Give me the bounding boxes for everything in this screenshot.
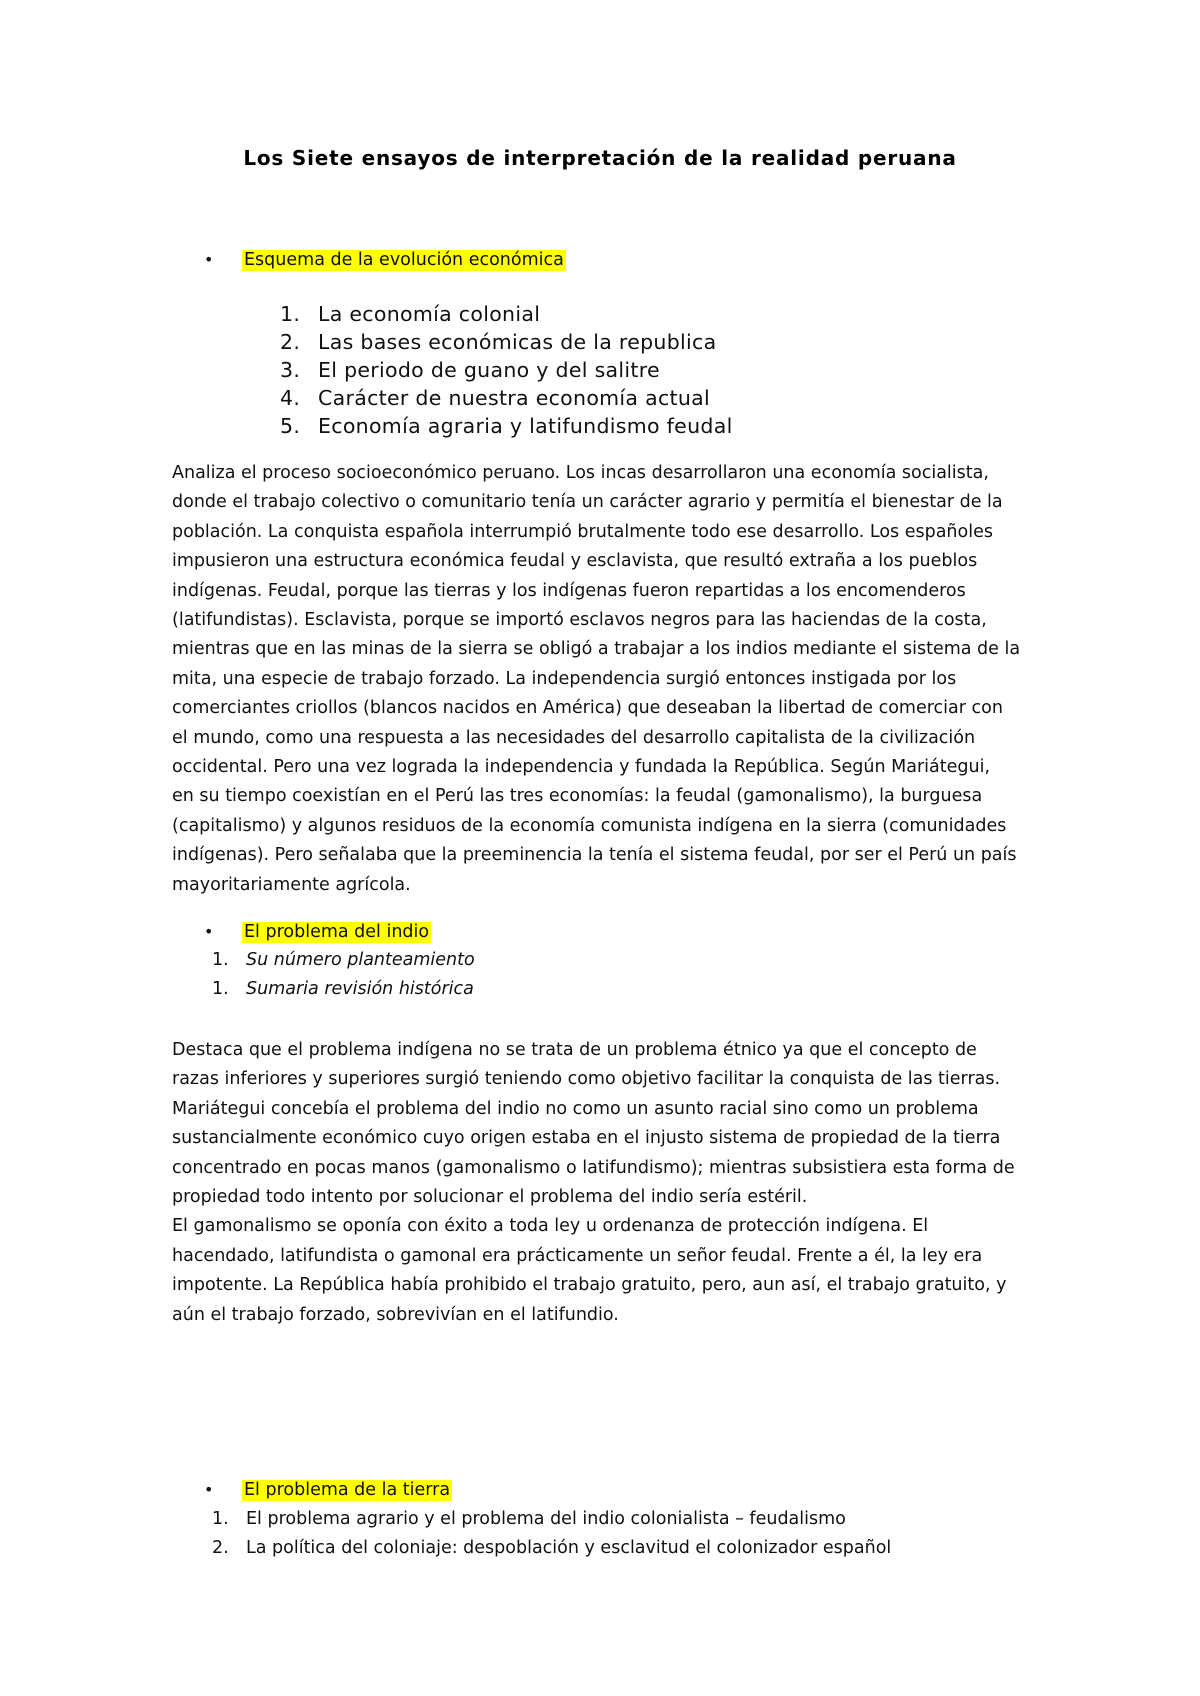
document-title: Los Siete ensayos de interpretación de la realidad peruana: [243, 146, 957, 170]
list-item: 4. Carácter de nuestra economía actual: [280, 386, 711, 410]
list-item: 2. La política del coloniaje: despoblación y esclavitud el colonizador español: [212, 1538, 892, 1558]
highlighted-heading: Esquema de la evolución económica: [244, 250, 564, 270]
numbered-list-indio: [212, 946, 475, 1004]
highlighted-heading: El problema del indio: [244, 922, 430, 942]
paragraph-problema-indigena: Destaca que el problema indígena no se trata de un problema étnico ya que el concepto de razas inferiores y superiores surgió teniendo como objetivo facilitar la conquista de las tierras. Mariátegui concebía el problema del indio no como un asunto racial sino como un problema sustancialmente económico cuyo origen estaba en el injusto sistema de propiedad de la tierra concentrado en pocas manos (gamonalismo o latifundismo); mientras subsistiera esta forma de propiedad todo intento por solucionar el problema del indio sería estéril. El gamonalismo se oponía con éxito a toda ley u ordenanza de protección indígena. El hacendado, latifundista o gamonal era prácticamente un señor feudal. Frente a él, la ley era impotente. La República había prohibido el trabajo gratuito, pero, aun así, el trabajo gratuito, y aún el trabajo forzado, sobrevivían en el latifundio.: [172, 1040, 1015, 1325]
bullet-icon: •: [204, 922, 214, 941]
bullet-icon: •: [204, 1480, 214, 1499]
numbered-list-economia: [280, 300, 733, 440]
list-item: 2. Las bases económicas de la republica: [280, 330, 717, 354]
list-item: 3. El periodo de guano y del salitre: [280, 358, 660, 382]
list-item: 1. Sumaria revisión histórica: [212, 979, 474, 999]
list-item: 1. El problema agrario y el problema del indio colonialista – feudalismo: [212, 1509, 846, 1529]
section-heading-evolucion: [204, 248, 566, 272]
list-item: 1. La economía colonial: [280, 302, 541, 326]
highlighted-heading: El problema de la tierra: [244, 1480, 451, 1500]
numbered-list-tierra: [212, 1505, 891, 1563]
list-item: 1. Su número planteamiento: [212, 950, 475, 970]
section-heading-indio: [204, 920, 431, 944]
list-item: 5. Economía agraria y latifundismo feudal: [280, 414, 733, 438]
section-heading-tierra: [204, 1478, 452, 1502]
bullet-icon: •: [204, 250, 214, 269]
paragraph-proceso-socioeconomico: Analiza el proceso socioeconómico peruano. Los incas desarrollaron una economía socialista, donde el trabajo colectivo o comunitario tenía un carácter agrario y permitía el bienestar de la población. La conquista española interrumpió brutalmente todo ese desarrollo. Los españoles impusieron una estructura económica feudal y esclavista, que resultó extraña a los pueblos indígenas. Feudal, porque las tierras y los indígenas fueron repartidas a los encomenderos (latifundistas). Esclavista, porque se importó esclavos negros para las haciendas de la costa, mientras que en las minas de la sierra se obligó a trabajar a los indios mediante el sistema de la mita, una especie de trabajo forzado. La independencia surgió entonces instigada por los comerciantes criollos (blancos nacidos en América) que deseaban la libertad de comerciar con el mundo, como una respuesta a las necesidades del desarrollo capitalista de la civilización occidental. Pero una vez lograda la independencia y fundada la República. Según Mariátegui, en su tiempo coexistían en el Perú las tres economías: la feudal (gamonalismo), la burguesa (capitalismo) y algunos residuos de la economía comunista indígena en la sierra (comunidades indígenas). Pero señalaba que la preeminencia la tenía el sistema feudal, por ser el Perú un país mayoritariamente agrícola.: [172, 463, 1021, 895]
